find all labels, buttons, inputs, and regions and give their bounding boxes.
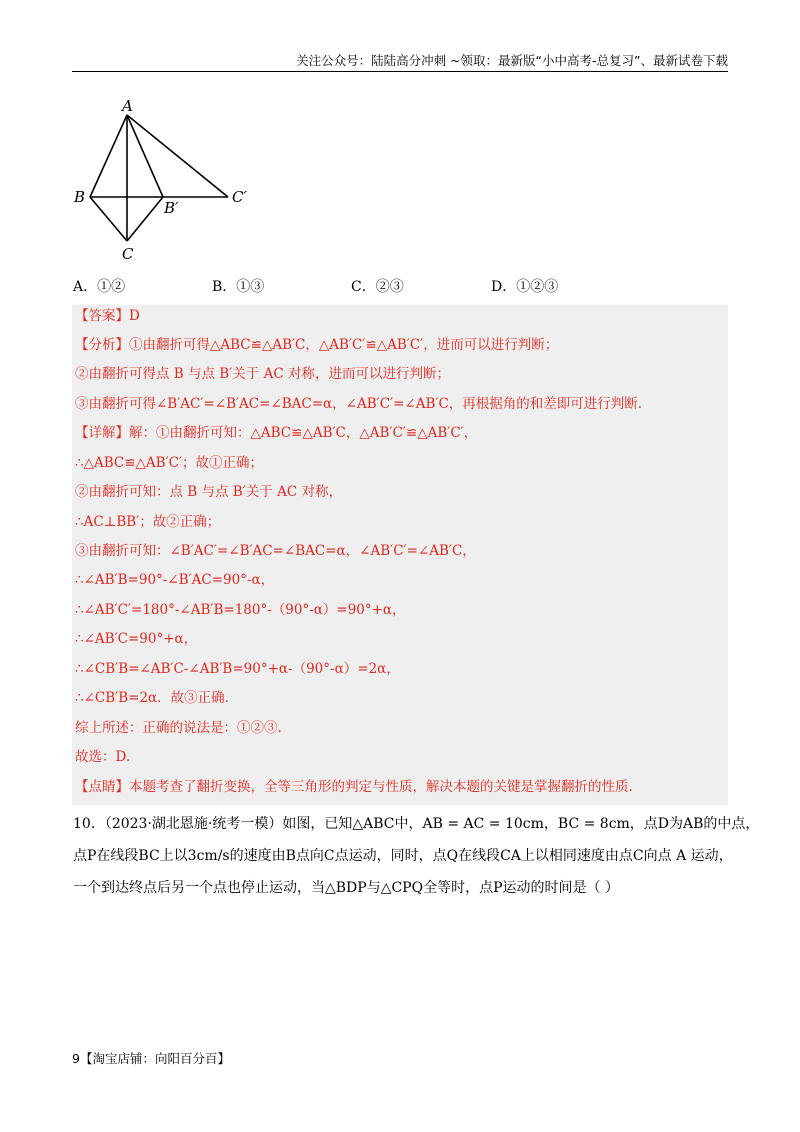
label-b-prime: B′: [164, 199, 179, 217]
solution-detail-10: ∴∠CB′B=2α．故③正确．: [75, 690, 239, 706]
choice-c: C．②③: [351, 279, 404, 295]
solution-detail-8: ∴∠AB′C=90°+α，: [75, 631, 198, 647]
choice-a: A．①②: [73, 279, 126, 295]
label-a: A: [122, 97, 133, 115]
solution-comment: 【点睛】本题考查了翻折变换，全等三角形的判定与性质，解决本题的关键是掌握翻折的性质.: [75, 779, 633, 795]
question-line-2: 点P在线段BC上以3cm/s的速度由B点向C点运动，同时，点Q在线段CA上以相同速度由点C向点 A 运动，: [73, 848, 733, 864]
page-header: 关注公众号：陆陆高分冲刺 ~领取：最新版“小中高考-总复习”、最新试卷下载: [296, 53, 728, 68]
question-line-3: 一个到达终点后另一个点也停止运动，当△BDP与△CPQ全等时，点P运动的时间是（ ）: [73, 880, 619, 896]
solution-choice: 故选：D.: [75, 749, 131, 765]
solution-analysis-2: ②由翻折可得点 B 与点 B′关于 AC 对称，进而可以进行判断；: [75, 366, 450, 382]
solution-detail-5: ③由翻折可知：∠B′AC′=∠B′AC=∠BAC=α，∠AB′C′=∠AB′C，: [75, 543, 476, 559]
solution-detail-4: ∴AC⊥BB′；故②正确；: [75, 514, 221, 530]
solution-analysis-1: 【分析】①由翻折可得△ABC≌△AB′C，△AB′C′≌△AB′C′，进而可以进行判断；: [75, 337, 559, 353]
solution-detail-1: 【详解】解：①由翻折可知：△ABC≌△AB′C，△AB′C′≌△AB′C′，: [75, 425, 478, 441]
solution-analysis-3: ③由翻折可得∠B′AC′=∠B′AC=∠BAC=α，∠AB′C′=∠AB′C，再根据角的和差即可进行判断.: [75, 396, 643, 412]
segment-a-b: [90, 115, 127, 197]
segment-b-c: [90, 197, 127, 241]
solution-summary: 综上所述：正确的说法是：①②③.: [75, 720, 282, 736]
question-line-1: 10．（2023·湖北恩施·统考一模）如图，已知△ABC中，AB = AC = 10cm，BC = 8cm，点D为AB的中点，: [73, 816, 760, 832]
solution-detail-6: ∴∠AB′B=90°-∠B′AC=90°-α，: [75, 572, 275, 588]
solution-detail-9: ∴∠CB′B=∠AB′C-∠AB′B=90°+α-（90°-α）=2α，: [75, 661, 400, 677]
label-c: C: [122, 245, 134, 263]
choice-b: B．①③: [212, 279, 265, 295]
header-divider: [72, 71, 728, 72]
solution-panel: [72, 305, 728, 805]
choice-d: D．①②③: [491, 279, 559, 295]
geometry-figure: [70, 95, 260, 270]
segment-a-cp: [127, 115, 228, 197]
solution-detail-3: ②由翻折可知：点 B 与点 B′关于 AC 对称，: [75, 484, 342, 500]
label-b: B: [74, 188, 86, 206]
label-c-prime: C′: [232, 188, 247, 206]
solution-answer: 【答案】D: [75, 308, 140, 324]
solution-detail-7: ∴∠AB′C′=180°-∠AB′B=180°-（90°-α）=90°+α，: [75, 602, 406, 618]
segment-c-bp: [127, 197, 163, 241]
segment-bp-a: [127, 115, 163, 197]
page-footer: 9【淘宝店铺：向阳百分百】: [72, 1051, 230, 1066]
answer-choices: [73, 276, 723, 298]
solution-detail-2: ∴△ABC≌△AB′C′；故①正确；: [75, 455, 264, 471]
